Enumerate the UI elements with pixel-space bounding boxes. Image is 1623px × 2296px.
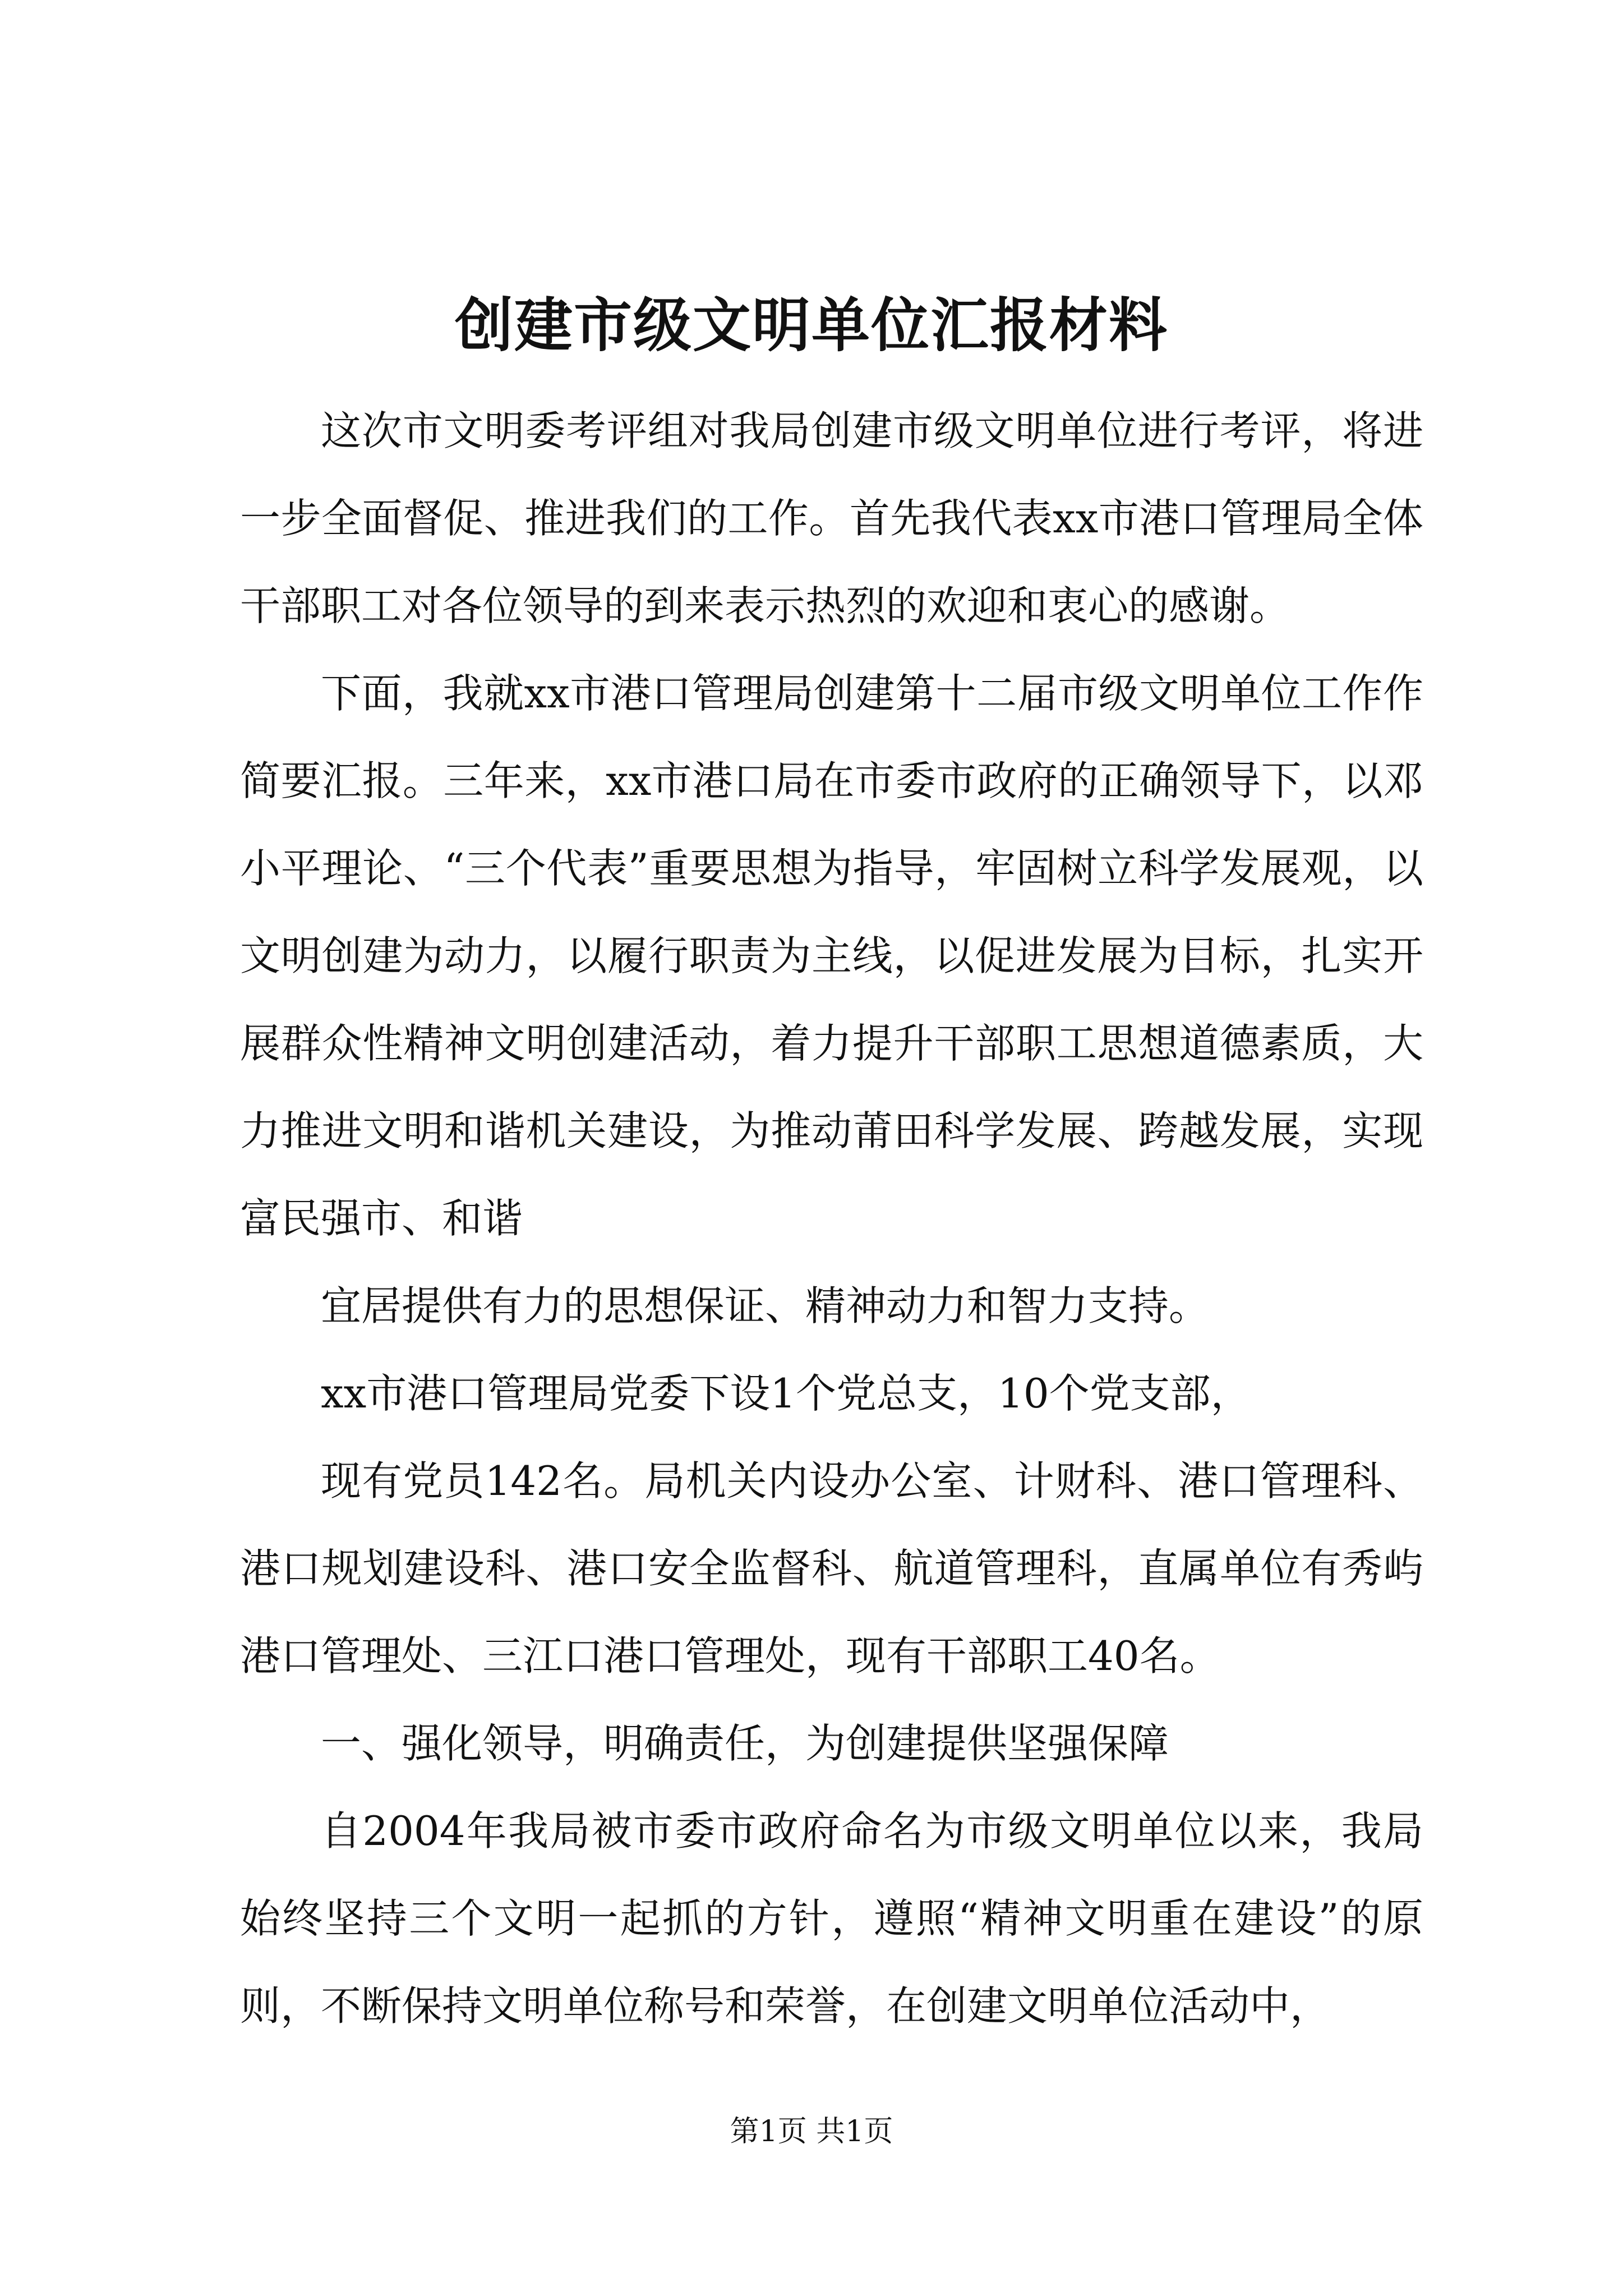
paragraph: xx市港口管理局党委下设1个党总支，10个党支部， [321,1370,1251,1417]
page-footer: 第1页 共1页 [730,2115,893,2148]
paragraph: 这次市文明委考评组对我局创建市级文明单位进行考评，将进一步全面督促、推进我们的工作。首先我代表xx市港口管理局全体干部职工对各位领导的到来表示热烈的欢迎和衷心的感谢。 [240,407,1423,629]
paragraph: 下面，我就xx市港口管理局创建第十二届市级文明单位工作作简要汇报。三年来，xx市港口局在市委市政府的正确领导下，以邓小平理论、“三个代表”重要思想为指导，牢固树立科学发展观，以文明创建为动力，以履行职责为主线，以促进发展为目标，扎实开展群众性精神文明创建活动，着力提升干部职工思想道德素质，大力推进文明和谐机关建设，为推动莆田科学发展、跨越发展，实现富民强市、和谐 [240,670,1423,1242]
paragraph: 自2004年我局被市委市政府命名为市级文明单位以来，我局始终坚持三个文明一起抓的方针，遵照“精神文明重在建设”的原则，不断保持文明单位称号和荣誉，在创建文明单位活动中， [240,1807,1423,2030]
document-title: 创建市级文明单位汇报材料 [454,291,1168,360]
paragraph: 现有党员142名。局机关内设办公室、计财科、港口管理科、港口规划建设科、港口安全监督科、航道管理科，直属单位有秀屿港口管理处、三江口港口管理处，现有干部职工40名。 [240,1457,1423,1680]
paragraph: 宜居提供有力的思想保证、精神动力和智力支持。 [321,1282,1210,1329]
paragraph: 一、强化领导，明确责任，为创建提供坚强保障 [321,1720,1169,1767]
document-body [240,387,1423,2050]
